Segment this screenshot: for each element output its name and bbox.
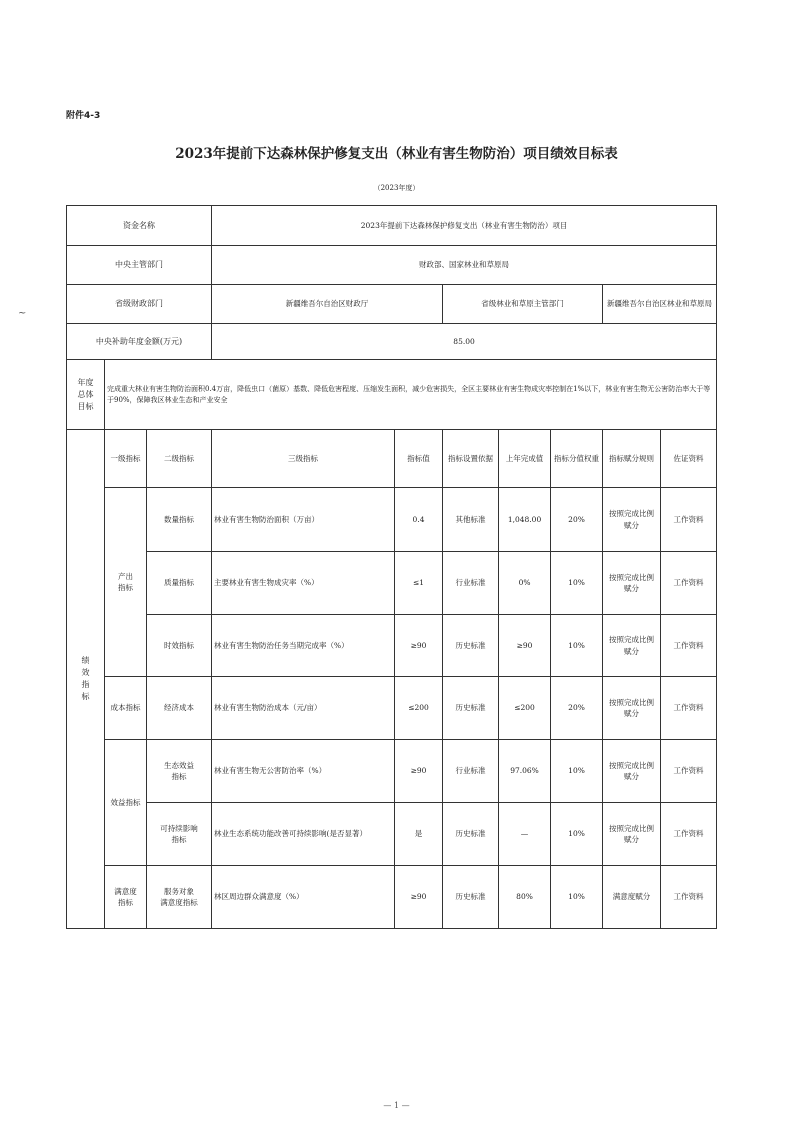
fund-name-label: 资金名称 <box>67 206 212 246</box>
fund-name-row <box>67 206 717 246</box>
column-header: 上年完成值 <box>499 430 551 488</box>
value-cell: ≥90 <box>395 866 443 929</box>
proof-cell: 工作资料 <box>661 866 717 929</box>
table-row <box>67 552 717 615</box>
perf-label-char: 指 <box>81 680 90 689</box>
proof-cell: 工作资料 <box>661 615 717 677</box>
basis-cell: 历史标准 <box>443 866 499 929</box>
last-year-cell: 80% <box>499 866 551 929</box>
proof-cell: 工作资料 <box>661 740 717 803</box>
basis-cell: 其他标准 <box>443 488 499 552</box>
weight-cell: 10% <box>551 615 603 677</box>
table-row <box>67 866 717 929</box>
basis-cell: 历史标准 <box>443 803 499 866</box>
perf-label-char: 效 <box>81 668 90 677</box>
l2-cell: 质量指标 <box>147 552 212 615</box>
l3-cell: 林区周边群众满意度（%） <box>212 866 395 929</box>
subsidy-row <box>67 324 717 360</box>
indicator-header-row <box>67 430 717 488</box>
value-cell: 0.4 <box>395 488 443 552</box>
proof-cell: 工作资料 <box>661 677 717 740</box>
rule-cell: 按照完成比例 赋分 <box>603 740 661 803</box>
column-header: 指标赋分规则 <box>603 430 661 488</box>
last-year-cell: ≤200 <box>499 677 551 740</box>
column-header: 佐证资料 <box>661 430 717 488</box>
central-dept-row <box>67 246 717 285</box>
group-cost: 成本指标 <box>105 677 147 740</box>
proof-cell: 工作资料 <box>661 803 717 866</box>
basis-cell: 历史标准 <box>443 615 499 677</box>
column-header: 二级指标 <box>147 430 212 488</box>
overall-goal-row <box>67 360 717 430</box>
page-number: — 1 — <box>383 1101 410 1110</box>
value-cell: 是 <box>395 803 443 866</box>
l3-cell: 林业有害生物防治任务当期完成率（%） <box>212 615 395 677</box>
l2-cell: 可持续影响 指标 <box>147 803 212 866</box>
column-header: 一级指标 <box>105 430 147 488</box>
l2-cell: 经济成本 <box>147 677 212 740</box>
l2-cell: 服务对象 满意度指标 <box>147 866 212 929</box>
overall-goal-label-line: 目标 <box>77 401 94 411</box>
prov-finance-value: 新疆维吾尔自治区财政厅 <box>212 285 443 324</box>
l2-cell: 生态效益 指标 <box>147 740 212 803</box>
year-note: （2023年度） <box>373 184 420 192</box>
proof-cell: 工作资料 <box>661 552 717 615</box>
prov-dept-value: 新疆维吾尔自治区林业和草原局 <box>603 285 717 324</box>
value-cell: ≥90 <box>395 615 443 677</box>
column-header: 指标设置依据 <box>443 430 499 488</box>
fund-name-value: 2023年提前下达森林保护修复支出（林业有害生物防治）项目 <box>212 206 717 246</box>
attachment-label: 附件4-3 <box>66 111 101 121</box>
column-header: 三级指标 <box>212 430 395 488</box>
last-year-cell: — <box>499 803 551 866</box>
provincial-dept-row <box>67 285 717 324</box>
last-year-cell: 1,048.00 <box>499 488 551 552</box>
rule-cell: 满意度赋分 <box>603 866 661 929</box>
rule-cell: 按照完成比例 赋分 <box>603 677 661 740</box>
rule-cell: 按照完成比例 赋分 <box>603 488 661 552</box>
rule-cell: 按照完成比例 赋分 <box>603 803 661 866</box>
overall-goal-label-line: 年度 <box>77 377 94 387</box>
basis-cell: 行业标准 <box>443 740 499 803</box>
perf-label-char: 绩 <box>81 656 90 665</box>
group-output: 产出 指标 <box>105 488 147 677</box>
performance-indicator-label <box>67 430 105 929</box>
basis-cell: 历史标准 <box>443 677 499 740</box>
column-header: 指标值 <box>395 430 443 488</box>
weight-cell: 10% <box>551 866 603 929</box>
l3-cell: 林业生态系统功能改善可持续影响(是否显著） <box>212 803 395 866</box>
weight-cell: 10% <box>551 740 603 803</box>
table-row <box>67 803 717 866</box>
subsidy-value: 85.00 <box>212 324 717 360</box>
column-header: 指标分值权重 <box>551 430 603 488</box>
table-row <box>67 488 717 552</box>
l3-cell: 主要林业有害生物成灾率（%） <box>212 552 395 615</box>
weight-cell: 20% <box>551 488 603 552</box>
proof-cell: 工作资料 <box>661 488 717 552</box>
last-year-cell: 0% <box>499 552 551 615</box>
performance-target-table <box>66 205 717 929</box>
l2-cell: 时效指标 <box>147 615 212 677</box>
subsidy-label: 中央补助年度金额(万元) <box>67 324 212 360</box>
value-cell: ≥90 <box>395 740 443 803</box>
value-cell: ≤1 <box>395 552 443 615</box>
l2-cell: 数量指标 <box>147 488 212 552</box>
last-year-cell: ≥90 <box>499 615 551 677</box>
group-satisfaction: 满意度 指标 <box>105 866 147 929</box>
overall-goal-text: 完成重大林业有害生物防治面积0.4万亩，降低虫口（菌原）基数、降低危害程度、压缩发生面积，减少危害损失，全区主要林业有害生物成灾率控制在1%以下，林业有害生物无公害防治率大于等于90%，保障我区林业生态和产业安全 <box>105 360 717 430</box>
rule-cell: 按照完成比例 赋分 <box>603 552 661 615</box>
l3-cell: 林业有害生物防治面积（万亩） <box>212 488 395 552</box>
group-benefit: 效益指标 <box>105 740 147 866</box>
rule-cell: 按照完成比例 赋分 <box>603 615 661 677</box>
prov-dept-label: 省级林业和草原主管部门 <box>443 285 603 324</box>
weight-cell: 10% <box>551 803 603 866</box>
table-row <box>67 740 717 803</box>
basis-cell: 行业标准 <box>443 552 499 615</box>
table-row <box>67 677 717 740</box>
overall-goal-label-line: 总体 <box>77 389 94 399</box>
central-dept-label: 中央主管部门 <box>67 246 212 285</box>
perf-label-char: 标 <box>81 692 90 701</box>
overall-goal-label <box>67 360 105 430</box>
weight-cell: 20% <box>551 677 603 740</box>
weight-cell: 10% <box>551 552 603 615</box>
prov-finance-label: 省级财政部门 <box>67 285 212 324</box>
central-dept-value: 财政部、国家林业和草原局 <box>212 246 717 285</box>
l3-cell: 林业有害生物无公害防治率（%） <box>212 740 395 803</box>
l3-cell: 林业有害生物防治成本（元/亩） <box>212 677 395 740</box>
last-year-cell: 97.06% <box>499 740 551 803</box>
value-cell: ≤200 <box>395 677 443 740</box>
table-row <box>67 615 717 677</box>
scan-mark: ~ <box>18 308 27 319</box>
document-title: 2023年提前下达森林保护修复支出（林业有害生物防治）项目绩效目标表 <box>175 146 618 162</box>
